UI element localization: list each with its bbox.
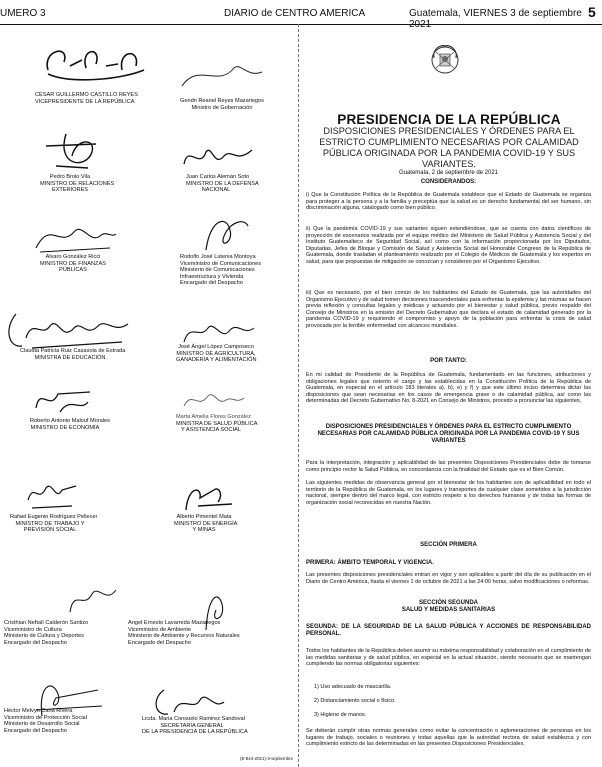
signature-scribble <box>62 580 122 620</box>
signer-title: PREVISIÓN SOCIAL <box>23 527 77 534</box>
signer-title: EXTERIORES <box>51 187 89 194</box>
signer-title: MINISTRA DE EDUCACIÓN <box>34 354 106 361</box>
signer-caption <box>186 174 259 194</box>
signer-name: Héctor Melvyn Caná Rivera <box>4 708 73 714</box>
section-one-heading: SECCIÓN PRIMERA <box>420 542 477 548</box>
publication-reference: (E-844-2021)-3-septiembre <box>240 756 293 761</box>
signature-scribble <box>178 386 248 414</box>
signer-name: CÉSAR GUILLERMO CASTILLO REYES <box>35 92 138 98</box>
signer-title: Y ASISTENCIA SOCIAL <box>181 427 241 434</box>
signer-name: Gendri Reanel Reyes Mazariegos <box>180 98 264 104</box>
signer-title: Ministerio de Cultura y Deportes <box>4 633 84 640</box>
signer-title: Infraestructura y Vivienda <box>180 273 244 280</box>
signature-scribble <box>178 480 238 514</box>
signature-scribble <box>2 308 132 352</box>
signer-name: Alvaro González Ricci <box>45 254 101 260</box>
signer-caption <box>4 708 87 734</box>
signature-scribble <box>30 382 100 418</box>
signer-title: Viceministro de Protección Social <box>4 714 87 721</box>
signer-title: GANADERÍA Y ALIMENTACIÓN <box>176 357 257 364</box>
page-header <box>0 0 602 30</box>
issue-number: UMERO 3 <box>0 8 46 19</box>
place-date: Guatemala, 2 de septiembre de 2021 <box>398 170 499 176</box>
section-two-heading: SECCIÓN SEGUNDA <box>418 600 478 606</box>
signer-title: Ministerio de Desarrollo Social <box>4 721 80 728</box>
signer-name: Licda. Maria Consuelo Ramirez Sandoval <box>142 716 245 722</box>
signer-title: Ministro de Gobernación <box>191 104 253 111</box>
interpretation-text: Para la interpretación, integración y aplicabilidad de las presentes Disposiciones Presidenciales debe de tomarse como principio rector la Salud Pública, en concordancia con la finalidad del Estado que es el Bien Común. <box>306 460 591 473</box>
signer-caption <box>142 716 248 736</box>
decree-subtitle: DISPOSICIONES PRESIDENCIALES Y ÓRDENES PARA EL ESTRICTO CUMPLIMIENTO NECESARIAS POR CALAMIDAD PÚBLICA ORIGINADA POR LA PANDEMIA COVID-19 Y SUS VARIANTES. <box>319 126 579 169</box>
signer-caption <box>174 514 238 534</box>
signer-title: Viceministro de Ambiente <box>128 626 192 633</box>
signer-name: Pedro Brolo Vila <box>49 174 91 180</box>
norm-item: 3) Higiene de manos. <box>314 712 367 718</box>
dispositions-heading: DISPOSICIONES PRESIDENCIALES Y ÓRDENES PARA EL ESTRICTO CUMPLIMIENTO NECESARIAS POR CALAMIDAD PÚBLICA ORIGINADA POR LA PANDEMIA COVID-19 Y SUS VARIANTES <box>317 424 580 444</box>
signer-caption <box>176 344 256 364</box>
signer-title: MINISTRO DE ECONOMÍA <box>30 424 100 431</box>
issue-date: Guatemala, VIERNES 3 de septiembre 2021 <box>409 8 582 30</box>
signer-title: Y MINAS <box>192 527 216 534</box>
signer-caption <box>4 620 88 646</box>
signer-title: Viceministro de Cultura <box>4 626 62 633</box>
signer-caption <box>176 414 258 434</box>
signer-title: Encargado del Despacho <box>4 727 67 734</box>
signer-caption <box>40 174 115 194</box>
considerando-ii: ii) Que la pandemia COVID-19 y sus variantes siguen extendiéndose, que se cuenta con datos científicos de proyección de escenarios realizada por el equipo médico del Ministerio de Salud Pública y Asistencia Social y del Instituto Guatemalteco de Seguridad Social, así como con la información proporcionada por los Diputados, Diputadas, Jefes de Bloque y Comisión de Salud y Asistencia Social del Honorable Congreso de la República de Guatemala, donde trasladan el planteamiento realizado por el Colegio de Médicos de Guatemala y los expertos en salud, para que propuestas de mitigación se conozcan y consideren por el Organismo Ejecutivo. <box>306 226 591 265</box>
signer-name: Rafael Eugenio Rodríguez Pellecer <box>10 514 98 520</box>
por-tanto-text: En mi calidad de Presidente de la República de Guatemala, fundamentado en las funciones, atribuciones y obligaciones legales que ostento el cargo y las establecidas en la Constitución Política de la República de Guatemala, en especial en el artículo 183 literales a), b), e) y f) y que este último inciso determina dictar las disposiciones que sean necesarias en los casos de emergencia grave o de calamidad pública, así como las determinadas del Decreto Gubernativo No. 8-2021 en Consejo de Ministros, procedo a pronunciar las siguientes, <box>306 372 591 404</box>
signature-scribble <box>178 140 258 176</box>
signer-name: Angel Ernesto Lavarreda Mazariegos <box>128 620 221 626</box>
signer-title: PÚBLICAS <box>59 267 87 274</box>
validity-text: Las presentes disposiciones presidenciales entran en vigor y son aplicables a partir del día de su publicación en el Diario de Centro América, hasta el viernes 1 de octubre de 2021 a las 24:00 horas, salvo modificaciones o reformas. <box>306 572 591 585</box>
signer-name: Alberto Pimentel Mata <box>176 514 232 520</box>
signer-name: Juan Carlos Alemán Soto <box>186 174 250 180</box>
signer-caption <box>128 620 240 646</box>
signer-title: MINISTRO DE ENERGÍA <box>174 520 238 527</box>
signature-scribble <box>196 210 256 260</box>
signer-name: Rodolfo José Lutenia Montoya <box>180 254 256 260</box>
signer-title: Ministerio de Ambiente y Recursos Naturales <box>128 633 240 640</box>
signer-title: Encargado del Despacho <box>128 639 191 646</box>
signature-scribble <box>150 684 230 720</box>
header-rule <box>0 24 602 25</box>
signature-scribble <box>22 478 82 514</box>
signer-title: SECRETARIA GENERAL <box>160 722 224 729</box>
considerando-i: i) Que la Constitución Política de la República de Guatemala establece que el Estado de Guatemala se organiza para proteger a la persona y a la familia y preceptúa que la salud es un derecho fundamental del ser humano, sin discriminación alguna, catalogado como bien público. <box>306 192 591 211</box>
signer-title: Encargado del Despacho <box>4 639 67 646</box>
signer-title: MINISTRO DE TRABAJO Y <box>15 520 85 527</box>
signer-caption <box>35 92 138 105</box>
first-article-heading: PRIMERA: ÁMBITO TEMPORAL Y VIGENCIA. <box>306 560 434 566</box>
signer-title: DE LA PRESIDENCIA DE LA REPÚBLICA <box>142 729 248 736</box>
considerando-iii: iii) Que es necesario, por el bien común de los habitantes del Estado de Guatemala, que las autoridades del Organismo Ejecutivo y de salud tomen decisiones trascendentales para enfrentar la epidemia y las mismas se hacen previa reflexión y consultas legales y médicas y actuando por el bienestar y salud pública, previo respaldo del Consejo de Ministros en la emisión del Decreto Gubernativo que declara el estado de calamidad generado por la pandemia COVID-19 y requiriendo el compromiso y apoyo de la población para enfrentar la crisis de salud provocada por la terrible enfermedad con alcances mundiales. <box>306 290 591 329</box>
signer-title: MINISTRO DE LA DEFENSA <box>186 180 259 187</box>
signer-title: MINISTRO DE RELACIONES <box>40 180 115 187</box>
signer-title: NACIONAL <box>201 187 231 194</box>
page-number: 5 <box>588 4 596 20</box>
signature-scribble <box>30 218 120 258</box>
norm-item: 1) Uso adecuado de mascarilla. <box>314 684 392 690</box>
signer-name: Roberto Antonio Malouf Morales <box>30 418 110 424</box>
newspaper-name: DIARIO de CENTRO AMERICA <box>224 8 366 19</box>
signer-caption <box>180 98 264 111</box>
signer-title: MINISTRO DE AGRICULTURA, <box>176 350 256 357</box>
signer-caption <box>180 254 261 287</box>
all-inhabitants-text: Todos los habitantes de la República deben asumir su máxima responsabilidad y colaboración en el cumplimiento de las medidas sanitarias y de salud pública, en especial en la actual situación, siendo necesario que se mantengan cumpliendo las normas obligatorias siguientes: <box>306 648 591 667</box>
signature-scribble <box>36 126 106 174</box>
decree-title: PRESIDENCIA DE LA REPÚBLICA <box>337 112 561 127</box>
signer-title: Viceministro de Comunicaciones <box>180 260 262 267</box>
signer-title: VICEPRESIDENTE DE LA REPÚBLICA <box>35 98 135 105</box>
second-article-heading: SEGUNDA: DE LA SEGURIDAD DE LA SALUD PÚBLICA Y ACCIONES DE RESPONSABILIDAD PERSONAL. <box>306 624 591 637</box>
signer-name: José Ángel López Camposeco <box>178 344 254 350</box>
signer-title: MINISTRO DE FINANZAS <box>40 260 106 267</box>
signature-scribble <box>178 58 268 98</box>
signer-title: Encargado del Despacho <box>180 280 243 287</box>
section-two-subheading: SALUD Y MEDIDAS SANITARIAS <box>401 607 496 613</box>
norm-item: 2) Distanciamiento social o físico. <box>314 698 396 704</box>
signer-name: Cristhian Neftalí Calderón Santizo <box>4 620 89 626</box>
column-divider <box>298 24 299 767</box>
signer-name: Claudia Patricia Ruiz Casasola de Estrada <box>20 348 126 354</box>
signer-caption <box>30 418 110 431</box>
signer-name: Marta Amelia Flores González <box>176 414 251 420</box>
signer-caption <box>20 348 126 361</box>
por-tanto-heading: POR TANTO: <box>430 358 467 364</box>
considerandos-heading: CONSIDERANDOS: <box>420 179 477 185</box>
signature-scribble <box>40 40 150 88</box>
signer-caption <box>38 254 108 274</box>
national-emblem-icon <box>428 42 462 76</box>
closing-text: Se deberán cumplir otras normas generales como evitar la concentración o aglomeraciones de personas en los lugares de trabajo, sociales o reuniones y todas aquellas que la autoridad rectora de salud establezca y con cumplimiento estricto de las determinadas en las presentes Disposiciones Presidenciales. <box>306 728 591 747</box>
general-measures-text: Las siguientes medidas de observancia general por el bienestar de los habitantes son de aplicabilidad en todo el territorio de la República de Guatemala, en los lugares y transportes de cualquier clase sometidos a la jurisdicción nacional, siempre dentro del marco legal, con estricto respeto a los derechos humanos y de todas las formas de organización social reconocidas en nuestra Nación. <box>306 480 591 506</box>
signer-title: MINISTRA DE SALUD PÚBLICA <box>176 420 258 427</box>
signer-title: Ministerio de Comunicaciones <box>180 267 255 274</box>
signer-caption <box>10 514 98 534</box>
